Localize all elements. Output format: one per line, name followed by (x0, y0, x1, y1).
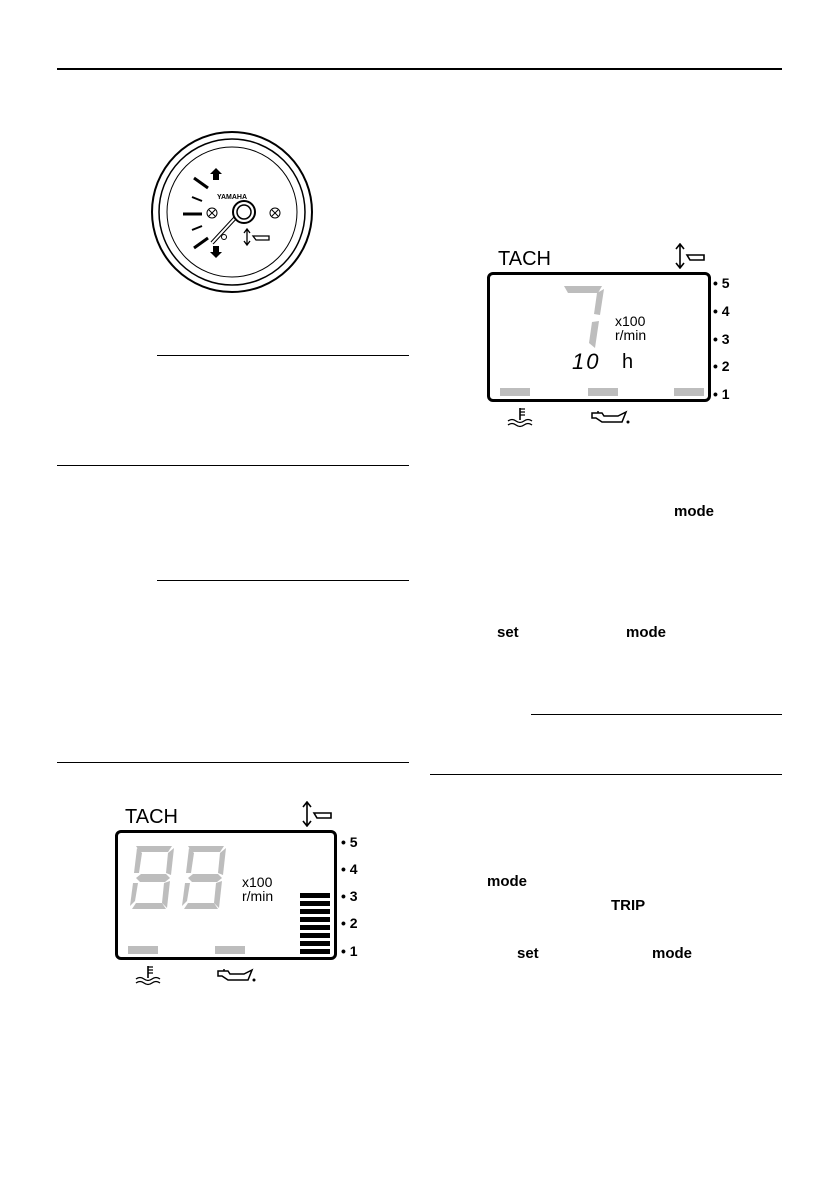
trim-bar-segment (300, 949, 330, 954)
trim-bar-stack (300, 893, 330, 957)
trim-arrow-icon (674, 243, 706, 269)
rpm-digits-value (118, 833, 119, 834)
scale-mark: • 3 (713, 331, 730, 347)
rpm-digits (128, 843, 238, 913)
scale-mark: • 5 (713, 275, 730, 291)
lcd-segment-bar (128, 946, 158, 954)
unit-rpm: r/min (615, 327, 647, 343)
trim-bar-segment (300, 925, 330, 930)
note-rule (531, 714, 782, 715)
rpm-digit (558, 283, 610, 353)
trim-bar-segment (300, 901, 330, 906)
scale-mark: • 2 (341, 915, 358, 931)
trim-bar-segment (300, 941, 330, 946)
scale-mark: • 1 (341, 943, 358, 959)
scale-mark: • 4 (341, 861, 358, 877)
lcd-segment-bar (674, 388, 704, 396)
trim-bar-segment (300, 917, 330, 922)
trim-bar-segment (300, 893, 330, 898)
mode-button-label: mode (652, 945, 693, 962)
trim-bar-segment (300, 909, 330, 914)
scale-mark: • 2 (713, 358, 730, 374)
note-rule (157, 355, 409, 356)
hours-unit: h (622, 351, 634, 373)
lcd-segment-bar (500, 388, 530, 396)
mode-button-label: mode (674, 503, 715, 520)
lcd-segment-bar (588, 388, 618, 396)
lcd-segment-bar (215, 946, 245, 954)
section-rule (57, 762, 409, 763)
water-temperature-icon (505, 406, 537, 428)
note-rule (157, 580, 409, 581)
scale-mark: • 4 (713, 303, 730, 319)
unit-rpm: r/min (242, 888, 274, 904)
rpm-digit-value (490, 275, 491, 276)
scale-mark: • 1 (713, 386, 730, 402)
header-rule (57, 68, 782, 70)
gauge-brand: YAMAHA (216, 194, 248, 201)
lcd-display (487, 272, 711, 402)
oil-can-icon (590, 408, 632, 426)
trip-button-label: TRIP (611, 897, 646, 914)
scale-mark: • 5 (341, 834, 358, 850)
unit-multiplier: x100 (615, 313, 646, 329)
hours-value: 10 (572, 349, 601, 374)
section-rule (430, 774, 782, 775)
trim-bar-segment (300, 933, 330, 938)
lcd-display (115, 830, 337, 960)
oil-can-icon (216, 966, 258, 984)
trim-arrow-icon (301, 801, 333, 827)
set-button-label: set (497, 624, 519, 641)
section-rule (57, 465, 409, 466)
mode-button-label: mode (626, 624, 667, 641)
display-title: TACH (125, 806, 178, 828)
water-temperature-icon (133, 964, 165, 986)
mode-button-label: mode (487, 873, 528, 890)
display-title: TACH (498, 248, 551, 270)
scale-mark: • 3 (341, 888, 358, 904)
tachometer-gauge-illustration (150, 130, 315, 295)
unit-multiplier: x100 (242, 874, 273, 890)
set-button-label: set (517, 945, 539, 962)
